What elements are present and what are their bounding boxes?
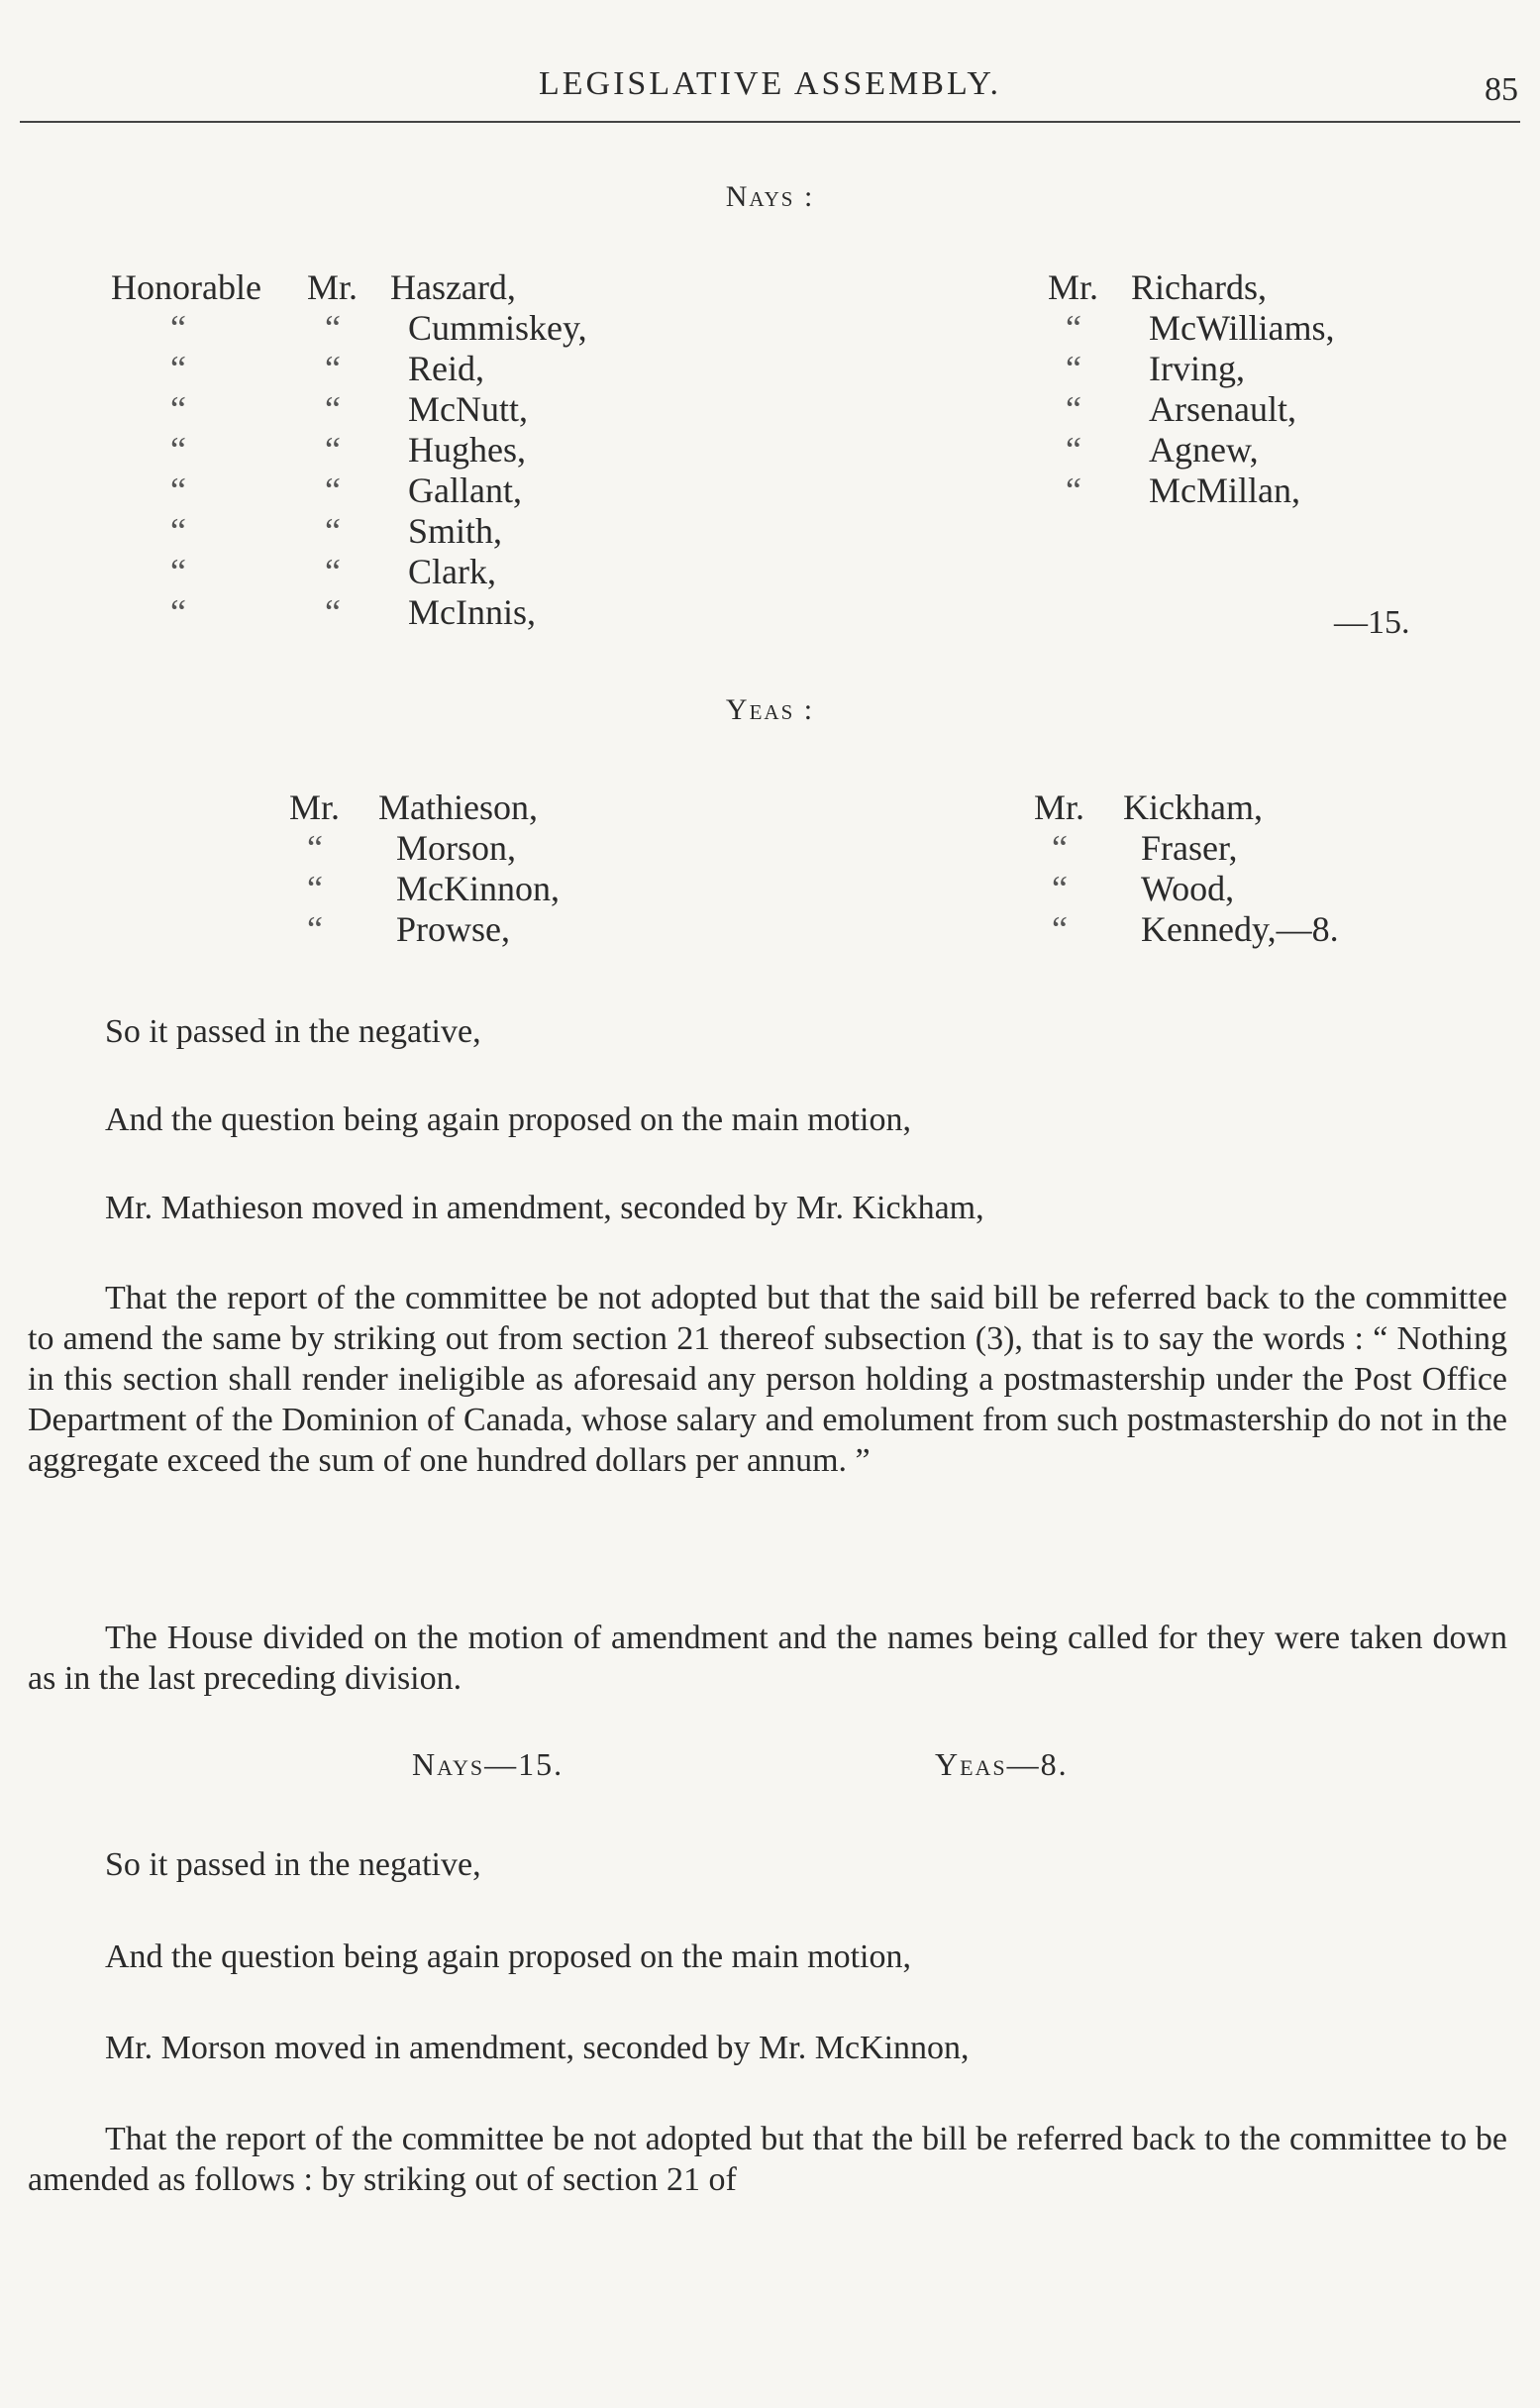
nays-total: —15. xyxy=(1334,604,1410,641)
header-rule xyxy=(20,121,1520,123)
member-name: Hughes, xyxy=(408,430,526,470)
member-honorific: Mr. xyxy=(1034,787,1085,827)
member-title: “ xyxy=(170,389,186,429)
member-name: Wood, xyxy=(1141,869,1235,908)
member-name: McMillan, xyxy=(1149,471,1300,510)
member-row xyxy=(111,430,587,471)
member-name: Morson, xyxy=(396,828,517,868)
amendment-2-text: That the report of the committee be not adopted but that the bill be referred back to the committee to be amended as follows : by striking out of section 21 of xyxy=(28,2121,1507,2198)
member-name: Irving, xyxy=(1149,349,1245,388)
member-name: Reid, xyxy=(408,349,484,388)
member-honorific: “ xyxy=(325,308,341,348)
member-title: “ xyxy=(170,592,186,632)
paragraph-amendment-1 xyxy=(28,1278,1507,1481)
member-name: Kennedy,—8. xyxy=(1141,909,1339,949)
member-title: “ xyxy=(170,552,186,591)
member-row xyxy=(1048,267,1335,308)
member-row xyxy=(1034,828,1339,869)
member-honorific: “ xyxy=(325,389,341,429)
member-name: Kickham, xyxy=(1123,787,1263,827)
member-row xyxy=(111,267,587,308)
paragraph-negative-2: So it passed in the negative, xyxy=(105,1846,481,1883)
member-row xyxy=(111,511,587,552)
member-honorific: “ xyxy=(307,869,323,908)
paragraph-question-1: And the question being again proposed on the main motion, xyxy=(105,1101,911,1138)
member-name: Haszard, xyxy=(390,267,516,307)
member-name: McKinnon, xyxy=(396,869,560,908)
member-row xyxy=(1048,349,1335,389)
member-honorific: “ xyxy=(1066,471,1081,510)
member-honorific: Mr. xyxy=(307,267,359,307)
member-row xyxy=(1048,471,1335,511)
nays-heading: Nays : xyxy=(725,180,815,213)
running-title: LEGISLATIVE ASSEMBLY. xyxy=(539,65,1001,102)
member-title: “ xyxy=(170,471,186,510)
member-row xyxy=(1034,869,1339,909)
member-title: “ xyxy=(170,430,186,470)
yeas-left-column xyxy=(289,787,560,950)
member-honorific: “ xyxy=(325,430,341,470)
division-note-text: The House divided on the motion of amendment and the names being called for they were taken down as in the last preceding division. xyxy=(28,1620,1507,1697)
member-row xyxy=(289,828,560,869)
member-row xyxy=(289,787,560,828)
nays-right-column xyxy=(1048,267,1335,511)
member-honorific: “ xyxy=(1066,389,1081,429)
member-name: Arsenault, xyxy=(1149,389,1296,429)
member-name: Prowse, xyxy=(396,909,510,949)
member-row xyxy=(111,592,587,633)
member-honorific: “ xyxy=(1066,349,1081,388)
member-name: Richards, xyxy=(1131,267,1267,307)
member-honorific: “ xyxy=(325,349,341,388)
yeas-summary: Yeas—8. xyxy=(935,1746,1069,1782)
amendment-1-text: That the report of the committee be not adopted but that the said bill be referred back to the committee to amend the same by striking out from section 21 thereof subsection (3), that is to say the words : “ Nothing in this section shall render ineligible as aforesaid any person holding a postmastership under the Post Office Department of the Dominion of Canada, whose salary and emolument from such postmastership do not in the aggregate exceed the sum of one hundred dollars per annum. ” xyxy=(28,1280,1507,1479)
member-name: Cummiskey, xyxy=(408,308,587,348)
member-row xyxy=(289,909,560,950)
member-name: McWilliams, xyxy=(1149,308,1335,348)
member-honorific: “ xyxy=(325,471,341,510)
member-title: “ xyxy=(170,511,186,551)
paragraph-mathieson-motion: Mr. Mathieson moved in amendment, seconded by Mr. Kickham, xyxy=(105,1190,984,1226)
member-name: Agnew, xyxy=(1149,430,1259,470)
member-honorific: “ xyxy=(1052,909,1068,949)
paragraph-negative-1: So it passed in the negative, xyxy=(105,1013,481,1050)
member-honorific: Mr. xyxy=(1048,267,1099,307)
member-title: “ xyxy=(170,349,186,388)
paragraph-morson-motion: Mr. Morson moved in amendment, seconded by Mr. McKinnon, xyxy=(105,2030,970,2066)
member-row xyxy=(1048,430,1335,471)
member-honorific: “ xyxy=(325,592,341,632)
member-row xyxy=(111,349,587,389)
member-honorific: “ xyxy=(1052,828,1068,868)
member-honorific: “ xyxy=(325,511,341,551)
yeas-heading: Yeas : xyxy=(725,693,815,726)
member-row xyxy=(1048,389,1335,430)
member-name: Gallant, xyxy=(408,471,522,510)
member-name: Smith, xyxy=(408,511,503,551)
member-name: Mathieson, xyxy=(378,787,538,827)
member-row xyxy=(1034,909,1339,950)
paragraph-amendment-2 xyxy=(28,2119,1507,2200)
member-title: “ xyxy=(170,308,186,348)
member-honorific: “ xyxy=(1052,869,1068,908)
member-honorific: “ xyxy=(1066,430,1081,470)
member-honorific: Mr. xyxy=(289,787,341,827)
member-row xyxy=(1048,308,1335,349)
paragraph-question-2: And the question being again proposed on the main motion, xyxy=(105,1938,911,1975)
member-row xyxy=(111,552,587,592)
member-honorific: “ xyxy=(1066,308,1081,348)
nays-left-column xyxy=(111,267,587,633)
member-title: Honorable xyxy=(111,267,261,307)
member-name: McInnis, xyxy=(408,592,536,632)
member-name: Fraser, xyxy=(1141,828,1238,868)
member-row xyxy=(111,389,587,430)
member-honorific: “ xyxy=(307,909,323,949)
member-name: McNutt, xyxy=(408,389,528,429)
paragraph-division-note xyxy=(28,1618,1507,1699)
member-row xyxy=(111,308,587,349)
member-honorific: “ xyxy=(325,552,341,591)
member-row xyxy=(111,471,587,511)
member-honorific: “ xyxy=(307,828,323,868)
page-number: 85 xyxy=(1485,71,1518,108)
member-row xyxy=(1034,787,1339,828)
member-row xyxy=(289,869,560,909)
yeas-right-column xyxy=(1034,787,1339,950)
nays-summary: Nays—15. xyxy=(412,1746,565,1782)
member-name: Clark, xyxy=(408,552,496,591)
